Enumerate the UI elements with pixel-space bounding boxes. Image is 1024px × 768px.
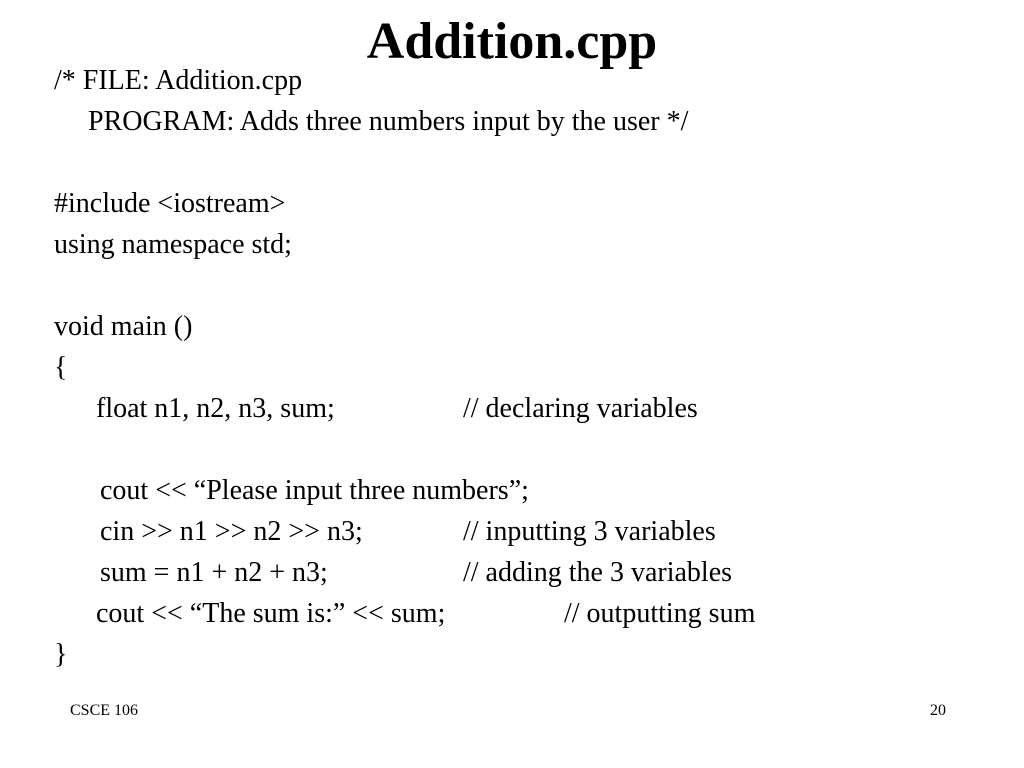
code-comment-result-output: // outputting sum xyxy=(564,598,756,629)
footer-page-number: 20 xyxy=(930,702,946,719)
code-line-include: #include <iostream> xyxy=(54,188,286,219)
code-line-close-brace: } xyxy=(54,639,68,670)
code-comment-input: // inputting 3 variables xyxy=(463,516,716,547)
code-line-program-comment: PROGRAM: Adds three numbers input by the user */ xyxy=(88,106,689,137)
code-line-prompt-output: cout << “Please input three numbers”; xyxy=(100,475,529,506)
code-comment-declaration: // declaring variables xyxy=(463,393,698,424)
code-line-open-brace: { xyxy=(54,352,68,383)
code-comment-sum: // adding the 3 variables xyxy=(463,557,733,588)
code-line-file-comment: /* FILE: Addition.cpp xyxy=(54,65,303,96)
code-line-namespace: using namespace std; xyxy=(54,229,292,260)
code-line-input: cin >> n1 >> n2 >> n3; xyxy=(100,516,363,547)
code-line-declaration: float n1, n2, n3, sum; xyxy=(96,393,335,424)
code-line-main-signature: void main () xyxy=(54,311,193,342)
code-line-sum: sum = n1 + n2 + n3; xyxy=(100,557,328,588)
slide-title: Addition.cpp xyxy=(366,13,658,70)
code-line-result-output: cout << “The sum is:” << sum; xyxy=(96,598,446,629)
footer-course: CSCE 106 xyxy=(70,702,139,719)
